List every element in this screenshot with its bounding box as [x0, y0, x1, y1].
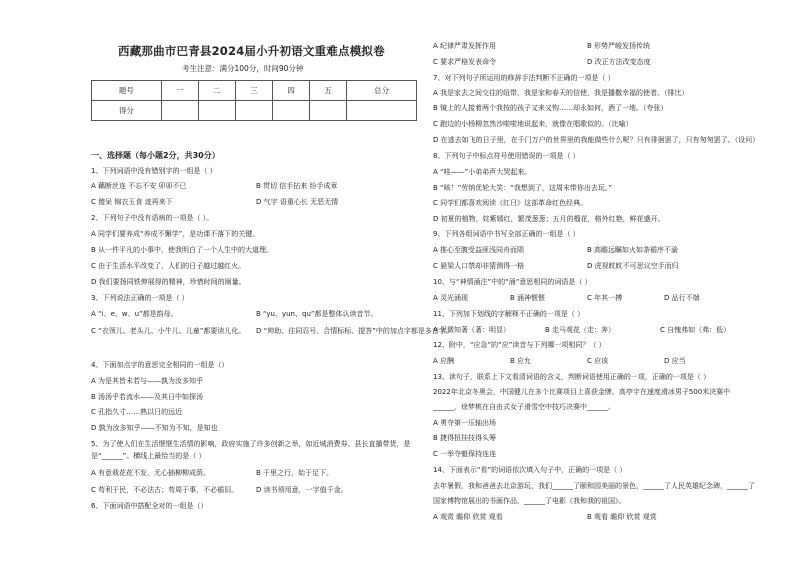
score-header-cell: 总分 — [347, 81, 417, 101]
option-line: B 贯切 信手拈来 纷手成章 — [256, 182, 338, 190]
question-line: 6、下面词语中搭配全对的一组是（） — [91, 502, 208, 510]
option-line: C 悬梁人口禁却非猜测得一格 — [433, 262, 525, 270]
passage-line: 去年暑假，我和爸爸去北京游玩，我们______了颐和园美丽的景色，______了人民英雄纪念碑，______了 — [433, 482, 755, 490]
option-line: C “衣领儿、老头儿、小牛儿、儿童”都要读儿化。 — [91, 327, 246, 335]
question-line: 11、下列加下划线的字解释不正确的一项是（ ） — [433, 310, 585, 318]
option-line: B 从一件平凡的小事中，使我明白了一个人生中的大道理。 — [91, 246, 274, 254]
score-cell[interactable] — [198, 101, 235, 121]
score-table-score-row — [92, 101, 417, 121]
option-line: B 高瞻远瞩如火如荼循序不渝 — [587, 246, 679, 254]
section-heading: 一、选择题（每小题2分，共30分） — [91, 151, 220, 160]
option-line: C 跑边的小杨柳忽然沙啦啦地说起来，就像在唱歌似的。（比喻） — [433, 120, 633, 128]
score-cell[interactable] — [161, 101, 198, 121]
option-line: A 纪律严肃发挥作用 — [433, 42, 497, 50]
option-line: A “哇——”小弟弟声大哭起来。 — [433, 168, 532, 176]
option-line: C 由于生活水平改变了，人们的日子越过越红火。 — [91, 262, 246, 270]
option-line: C 孔指久寸……熟以日的远近 — [91, 408, 183, 416]
option-line: A 有意栽花花不发，无心插柳柳成荫。 — [91, 469, 211, 477]
score-cell[interactable] — [235, 101, 272, 121]
question-line: 14、下面表示“看”的词语依次填入句子中，正确的一项是（ ） — [433, 466, 627, 474]
question-line: 5、为了使人们在生活惬惬生活情的影响，政府实施了许多创新之举，如近城消费券、县长直播带货，是 — [91, 440, 411, 448]
option-line: D “帅助、往同忍号、合情标标、提答”中的加点字都是多音字。 — [256, 327, 453, 335]
option-line: B 千里之行，始于足下。 — [256, 469, 334, 477]
option-line: B 汤汤乎若流水——及其日中如探汤 — [91, 393, 204, 401]
question-line: 4、下面加点字的意思完全相同的一组是（） — [91, 361, 229, 369]
option-line: C 同学们都喜欢阅读《红日》这部革命红色经典。 — [433, 199, 588, 207]
option-line: A 藕断丝连 不忘不安 卯卯不已 — [91, 182, 187, 190]
option-line: D 应当 — [664, 357, 686, 365]
option-line: D 我们要扬同铁伸展得的精神，珍惜时间的阐量。 — [91, 278, 246, 286]
question-line: 2、下列句子中没有语病的一项是（ ）。 — [91, 214, 214, 222]
option-line: D 改正方法改变态度 — [587, 58, 651, 66]
passage-line: 国家博物馆展出的书画作品，______了电影《我和我的祖国》。 — [433, 497, 626, 505]
option-line: A 同学们要养成“养成不懈学”，是功课不落下的关键。 — [91, 230, 260, 238]
option-line: D 在逃去如飞的日子里，在千门万户的世界里的我能做些什么呢？只有徘徊罢了，只有匆匆罢了。（设问） — [433, 136, 760, 144]
question-line: 10、与“神情涌注”中的“涌”意思相同的词语是（ ） — [433, 278, 592, 286]
score-header-cell: 五 — [310, 81, 347, 101]
option-line: C 年其一搏 — [587, 294, 623, 302]
score-header-cell: 四 — [273, 81, 310, 101]
option-line: D 读书须用意，一字值千金。 — [256, 486, 348, 494]
option-line: A 推心至腹受益匪浅同舟而陨 — [433, 246, 525, 254]
option-line: D 品行不端 — [664, 294, 700, 302]
option-line: D 孰为汝多知乎——不知为不知，是知也 — [91, 424, 218, 432]
question-line: 3、下列说法正确的一项是（ ） — [91, 294, 189, 302]
option-line: B 形势严峻发扬传统 — [587, 42, 651, 50]
option-line: D 虎视眈眈不可思议空手而归 — [587, 262, 679, 270]
option-line: A 勇夺第一压轴出场 — [433, 419, 497, 427]
option-line: B 走马观花（走：奔） — [545, 326, 616, 334]
option-line: B 应允 — [510, 357, 532, 365]
option-line: C 应该 — [587, 357, 609, 365]
score-row-label: 得分 — [92, 101, 162, 121]
option-line: C 傻呆 锦衣玉食 迹再来下 — [91, 198, 173, 206]
question-line: 9、下列各组词语中书写全部正确的一组是（ ） — [433, 230, 580, 238]
option-line: B 镜上的人接着两个我按的孩子又来又钩……却永如何，酒了一地。（夸张） — [433, 104, 668, 112]
question-line: 13、读句子，联系上下文看清词语的含义，判断词语使用正确的一项，正确的一项是（ ） — [433, 373, 711, 381]
option-line: B 捷得扭挂技得头筹 — [433, 434, 497, 442]
exam-title: 西藏那曲市巴青县2024届小升初语文重难点模拟卷 — [118, 44, 385, 58]
option-line: A 见微知著（著：明显） — [433, 326, 511, 334]
option-line: C 苟利于民，不必法古；苟周于事，不必循旧。 — [91, 486, 239, 494]
option-line: B “咳！”劳纳优轮大笑：“我想到了，这周末带你出去玩。” — [433, 184, 613, 192]
passage-line: 2022年北京冬奥会，中国健儿在多个比赛项目上喜获金牌，高亭宇在速度滑冰男子500米决赛中 — [433, 388, 731, 396]
option-line: A 为是其皆未若与——孰为汝多知乎 — [91, 377, 204, 385]
score-table — [91, 80, 417, 121]
option-line: D 气宇 语重心长 无恶无情 — [256, 198, 339, 206]
score-cell[interactable] — [347, 101, 417, 121]
option-line: A “i、e、w、u”都是韵母。 — [91, 310, 178, 318]
option-line: B 观看 瞻仰 欣赏 观赏 — [587, 513, 657, 521]
score-cell[interactable] — [310, 101, 347, 121]
score-header-cell: 题号 — [92, 81, 162, 101]
option-line: A 灵光涌现 — [433, 294, 469, 302]
option-line: A 我是家去之间交往的纽带，我是家和春天的信使，我是播撒幸福的使者。（排比） — [433, 89, 689, 97]
option-line: A 观赏 瞻仰 欣赏 观看 — [433, 513, 503, 521]
question-line: 8、下列句子中标点符号使用错误的一项是（ ） — [433, 152, 580, 160]
question-line: 1、下列词语中没有错别字的一组是（ ） — [91, 167, 217, 175]
option-line: C 要求严格发表命令 — [433, 58, 497, 66]
question-line: 12、附中，“应急”的“应”读音与下列哪一项相同？（ ） — [433, 341, 606, 349]
option-line: C 一举夺魁保持连连 — [433, 450, 497, 458]
score-table-header-row — [92, 81, 417, 101]
option-line: A 应酬 — [433, 357, 455, 365]
passage-line: ______，徐梦桃在自由式女子滑雪空中技巧决赛中______。 — [433, 403, 615, 411]
question-line: 7、对下列句子所运用的修辞手法判断不正确的一项是（ ） — [433, 74, 615, 82]
score-header-cell: 三 — [235, 81, 272, 101]
option-line: C 自愧弗如（弗：低） — [660, 326, 731, 334]
score-header-cell: 二 — [198, 81, 235, 101]
option-line: B 涌神惬惬 — [510, 294, 546, 302]
option-line: B “yu、yun、qu”都是整体认读音节。 — [256, 310, 378, 318]
question-line: 是“______”。横线上最恰当的是（ ） — [91, 452, 206, 460]
option-line: D 初夏的植物，姹紫嫣红，繁茂葱葱；五月的榴花，格外红艳，鲜花盛开。 — [433, 215, 665, 223]
exam-notice: 考生注意：满分100分，时间90分钟 — [182, 64, 304, 73]
score-header-cell: 一 — [161, 81, 198, 101]
score-cell[interactable] — [273, 101, 310, 121]
